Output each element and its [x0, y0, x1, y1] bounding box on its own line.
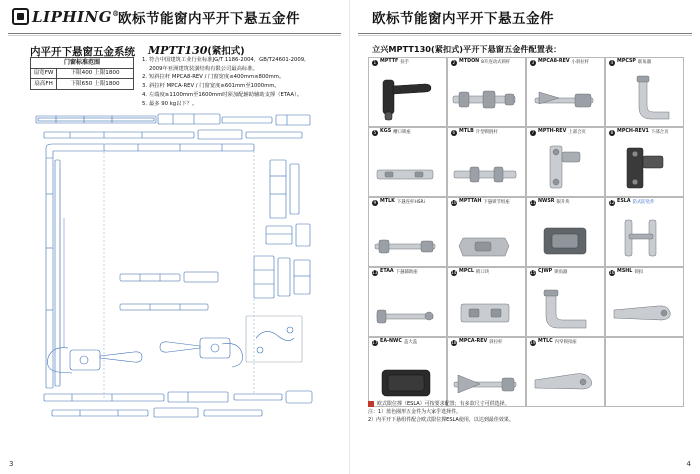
- part-image-tilt-keep: [448, 210, 525, 264]
- part-name: 内窄锁扣座: [554, 339, 577, 345]
- part-code: MPTTF: [380, 59, 399, 65]
- spec-table-caption: 门窗标准范围: [31, 58, 134, 69]
- part-number-badge: 4: [610, 59, 614, 65]
- part-code: MSHL: [617, 269, 633, 275]
- header-rule-thin: [358, 35, 692, 36]
- part-name: 锁口块: [475, 269, 490, 275]
- cell-header: [451, 130, 522, 136]
- cell-header: [530, 60, 601, 66]
- diagram-svg: [8, 98, 342, 443]
- part-image-corner-lock: [527, 280, 604, 334]
- part-cell-mtlk[interactable]: [368, 197, 447, 267]
- part-name: 片型锁链杆: [475, 129, 498, 135]
- cell-header: [609, 200, 680, 206]
- list-item: [142, 56, 332, 64]
- system-code-text: MPTT130: [148, 44, 208, 57]
- system-title: 内平开下悬窗五金系统: [30, 46, 135, 58]
- part-code: MPCSP: [617, 59, 636, 65]
- part-code: NWSR: [538, 199, 555, 205]
- cell-header: [372, 340, 443, 346]
- cell-header: [451, 200, 522, 206]
- part-name: 上部合页: [568, 129, 586, 135]
- part-cell-mpca-rev[interactable]: [447, 337, 526, 407]
- part-image-linkage: [448, 70, 525, 124]
- part-number-badge: 17: [372, 339, 378, 345]
- cell-header: [372, 60, 443, 66]
- part-code: MTLB: [459, 129, 474, 135]
- part-cell-ea-nwc[interactable]: [368, 337, 447, 407]
- part-number-badge: 2: [452, 59, 456, 65]
- cell-header: [530, 270, 601, 276]
- cell-header: [609, 60, 680, 66]
- part-name: 联角器: [637, 59, 652, 65]
- cell-header: [530, 340, 601, 346]
- part-name: 锁角器: [554, 269, 568, 275]
- part-cell-nwsr[interactable]: [526, 197, 605, 267]
- table-row: [31, 58, 134, 69]
- table-row: [31, 68, 134, 78]
- note-index: 5.: [142, 100, 148, 107]
- part-code: KGS: [380, 129, 392, 135]
- page-number: 4: [686, 460, 691, 468]
- part-image-handle: [369, 70, 446, 124]
- part-number-badge: 6: [452, 129, 456, 135]
- part-code: MTLK: [380, 199, 395, 205]
- right-page: [350, 0, 700, 474]
- note-text: 2009年亚洲建筑装潢结构有限公司最高标准。: [149, 65, 258, 72]
- part-image-strike-plate: [448, 280, 525, 334]
- header-rule-thin: [8, 35, 341, 36]
- part-name: 下悬锁节组座: [483, 199, 510, 205]
- part-number-badge: 9: [373, 199, 377, 205]
- part-cell-mtlb[interactable]: [447, 127, 526, 197]
- part-code: MPCL: [459, 269, 474, 275]
- part-image-cover-cap: [369, 350, 446, 404]
- part-cell-mpca8-rev[interactable]: [526, 57, 605, 127]
- part-cell-mpcsp[interactable]: [605, 57, 684, 127]
- spec-row-label: 扇宽FW: [31, 68, 57, 78]
- part-cell-etaa[interactable]: [368, 267, 447, 337]
- part-code: ESLA: [617, 199, 631, 205]
- part-cell-mpcl[interactable]: [447, 267, 526, 337]
- note-text: 斜拉杆 MPCA-REV / 门窗宽度≥601mm至1000mm。: [149, 83, 280, 90]
- part-number-badge: 18: [451, 339, 457, 345]
- part-cell-mpth-rev[interactable]: [526, 127, 605, 197]
- part-image-long-stay: [448, 350, 525, 404]
- note-index: 1.: [142, 57, 148, 63]
- part-cell-mpch-rev1[interactable]: [605, 127, 684, 197]
- part-number-badge: 12: [609, 199, 615, 205]
- list-item: [142, 73, 332, 81]
- part-name: 防式防坠件: [632, 199, 655, 205]
- page-title: 欧标节能窗内平开下悬五金件: [118, 11, 300, 27]
- cell-header: [609, 270, 680, 276]
- legend-block: [368, 400, 684, 424]
- part-name: 8升连动式锁杆: [481, 59, 511, 65]
- spec-table: [30, 57, 134, 90]
- cell-header: [451, 270, 522, 276]
- part-cell-kgs[interactable]: [368, 127, 447, 197]
- part-name: 下悬连杆HSRi: [396, 199, 425, 205]
- note-text: 符合中国建筑工业行业标准JG/T 1186-2004，GB/T24601-2009,: [149, 57, 306, 63]
- cell-header: [451, 340, 522, 346]
- part-image-stay-bar: [527, 70, 604, 124]
- spec-row-label: 扇高FH: [31, 79, 57, 89]
- part-cell-mshl[interactable]: [605, 267, 684, 337]
- right-page-header: [350, 0, 700, 34]
- part-code: MTLC: [538, 339, 553, 345]
- part-name: 锁扣: [634, 269, 644, 275]
- part-cell-mpttah[interactable]: [447, 197, 526, 267]
- legend-row: [368, 400, 684, 408]
- cell-header: [372, 130, 443, 136]
- red-square-icon: [368, 401, 374, 407]
- part-number-badge: 19: [530, 339, 536, 345]
- note-index: 3.: [142, 83, 148, 90]
- note-text: 左端度≥1100mm至1600mm时须加配辅助辅助支撑（ETAA）。: [149, 91, 303, 98]
- part-image-tilt-rod: [369, 210, 446, 264]
- part-number-badge: 14: [451, 269, 457, 275]
- part-number-badge: 7: [531, 129, 535, 135]
- left-page-header: [0, 0, 349, 34]
- list-item: [142, 65, 332, 73]
- note-index: 4.: [142, 91, 148, 98]
- part-cell-empty: [605, 337, 684, 407]
- part-name: 下悬辅助座: [395, 269, 418, 275]
- part-code: EA-NWC: [380, 339, 402, 345]
- part-name: 斜拉杆: [489, 339, 503, 345]
- part-code: MPTH-REV: [538, 129, 567, 135]
- cell-header: [372, 270, 443, 276]
- part-name: 下部合页: [650, 129, 669, 135]
- part-cell-mpttf[interactable]: [368, 57, 447, 127]
- part-name: 盖大盖: [403, 339, 418, 345]
- part-name: 扶手: [400, 59, 410, 65]
- exploded-assembly-diagram: [8, 98, 342, 443]
- part-name: 小斜拉杆: [571, 59, 590, 65]
- part-number-badge: 5: [373, 129, 377, 135]
- part-image-keeper: [369, 140, 446, 194]
- spec-row-value: 下限650 上限1800: [57, 79, 134, 89]
- part-image-latch: [606, 280, 683, 334]
- part-code: MPCH-REV1: [617, 129, 649, 135]
- part-number-badge: 13: [372, 269, 378, 275]
- registered-mark-icon: ®: [112, 9, 120, 18]
- legend-note: 2）内平开下悬组件配合欧式限位撑ESLA使用，以达到最佳效果。: [368, 417, 514, 423]
- part-cell-esla[interactable]: [605, 197, 684, 267]
- note-text: 短斜拉杆 MPCA8-REV / 门窗宽度≤400mm≤800mm。: [149, 74, 285, 81]
- header-rule: [8, 33, 341, 34]
- page-title: 欧标节能窗内平开下悬五金件: [372, 11, 554, 27]
- part-image-lock-bar: [448, 140, 525, 194]
- part-number-badge: 1: [373, 59, 377, 65]
- cell-header: [530, 200, 601, 206]
- cell-header: [609, 130, 680, 136]
- part-code: CJWP: [538, 269, 553, 275]
- parts-grid: [368, 57, 684, 407]
- part-name: 限升块: [556, 199, 570, 205]
- page-number: 3: [9, 460, 14, 468]
- part-code: MPTTAH: [459, 199, 482, 205]
- system-code-suffix: (紧扣式): [207, 46, 245, 57]
- part-name: 槽口锁座: [393, 129, 411, 135]
- part-code: MPCA-REV: [459, 339, 488, 345]
- part-number-badge: 10: [451, 199, 457, 205]
- part-number-badge: 3: [531, 59, 535, 65]
- part-number-badge: 11: [530, 199, 536, 205]
- spec-row-value: 下限400 上限1800: [57, 68, 134, 78]
- part-image-narrow-keep: [527, 350, 604, 404]
- part-number-badge: 16: [609, 269, 615, 275]
- parts-table-title: 立兴MPTT130(紧扣式)平开下悬窗五金件配置表：: [372, 44, 562, 54]
- part-image-restrictor: [606, 210, 683, 264]
- legend-note: 注：1）蓝色圈形五金件为大家乎选择件。: [368, 409, 462, 415]
- list-item: [142, 82, 332, 90]
- part-code: MTDON: [459, 59, 480, 65]
- part-cell-mtlc[interactable]: [526, 337, 605, 407]
- brand-name: LIPHING®: [32, 8, 120, 26]
- part-cell-mtdon[interactable]: [447, 57, 526, 127]
- legend-text: 欧式限位撑（ESLA）可按要求配置；有多款尺寸可供选择。: [377, 401, 510, 407]
- part-code: ETAA: [380, 269, 394, 275]
- table-row: [31, 79, 134, 89]
- part-image-corner-drive: [606, 70, 683, 124]
- part-image-limit-block: [527, 210, 604, 264]
- cell-header: [372, 200, 443, 206]
- part-number-badge: 8: [610, 129, 614, 135]
- part-cell-cjwp[interactable]: [526, 267, 605, 337]
- part-image-top-hinge: [527, 140, 604, 194]
- system-code: [148, 43, 245, 57]
- part-code: MPCA8-REV: [538, 59, 570, 65]
- part-image-bottom-hinge: [606, 140, 683, 194]
- note-text: 最多 90 kg以下？。: [149, 100, 198, 107]
- part-image-support-arm: [369, 280, 446, 334]
- cell-header: [530, 130, 601, 136]
- cell-header: [451, 60, 522, 66]
- note-index: 2.: [142, 74, 148, 81]
- header-rule: [358, 33, 692, 34]
- part-number-badge: 15: [530, 269, 536, 275]
